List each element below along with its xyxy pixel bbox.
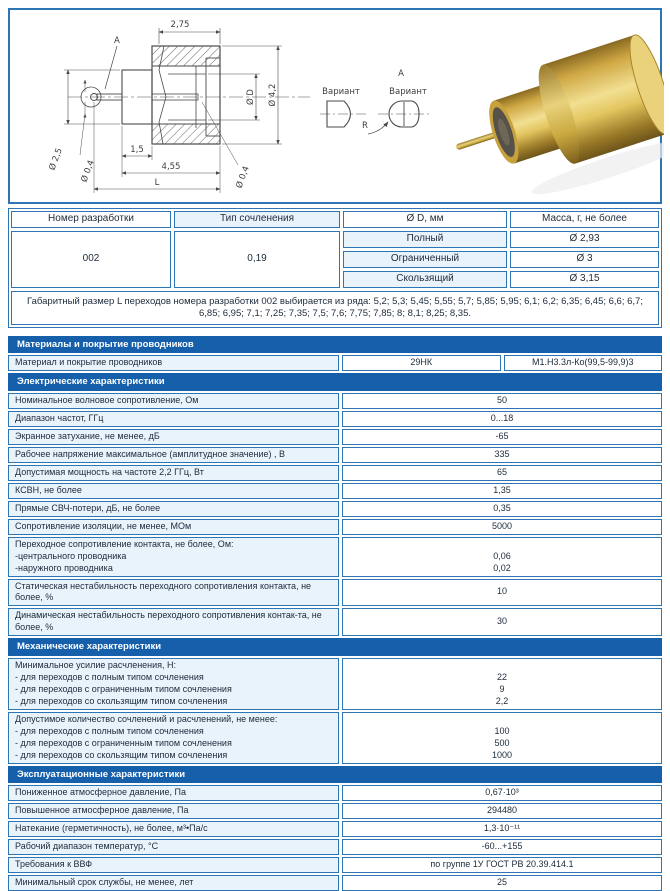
drawing-panel [8,8,662,204]
connector-section-view [64,28,310,193]
spec-length-note: Габаритный размер L переходов номера разработки 002 выбирается из ряда: 5,2; 5,3; 5,45; 5,55; 5,7; 5,85; 5,95; 6,1; 6,2; 6,35; 6,45; 6,6; 6,7; 6,85; 6,95; 7,1; 7,25; 7,35; 7,5; 7,6; 7,75; 7,85; 8; 8,1; 8,25; 8,35. [11,291,659,325]
dim-label-body-len: 4,55 [161,162,181,172]
row-value: -60...+155 [342,839,662,855]
row-label: Допустимая мощность на частоте 2,2 ГГц, Вт [8,465,339,481]
spec-mass-value: 0,19 [174,231,340,288]
dim-label-pin-right: Ø 0,4 [234,164,252,190]
connector-photo [440,31,664,200]
table-row [8,411,662,427]
table-row [8,803,662,819]
row-value: 0,67·10³ [342,785,662,801]
technical-drawing [10,10,664,200]
row-value: 29НК [342,355,501,371]
row-label: Экранное затухание, не менее, дБ [8,429,339,445]
table-row [8,857,662,873]
row-value: 50 [342,393,662,409]
row-label: Рабочее напряжение максимальное (амплитудное значение) , В [8,447,339,463]
table-row [8,839,662,855]
table-row [8,501,662,517]
row-value: 294480 [342,803,662,819]
table-row [8,785,662,801]
row-value: 10 [342,579,662,607]
row-label: Рабочий диапазон температур, °С [8,839,339,855]
spec-table [8,208,662,328]
row-value: 1,3·10⁻¹¹ [342,821,662,837]
table-row [8,447,662,463]
dim-label-left-outer: Ø 2,5 [47,146,65,172]
row-label: Материал и покрытие проводников [8,355,339,371]
row-label: Требования к ВВФ [8,857,339,873]
row-label: Динамическая нестабильность переходного сопротивления контак-та, не более, % [8,608,339,636]
table-row [8,483,662,499]
table-row [8,355,662,371]
table-row-disengage-force [8,658,662,710]
row-label: Повышенное атмосферное давление, Па [8,803,339,819]
dim-label-outer: Ø 4,2 [268,83,278,107]
row-label: Натекание (герметичность), не более, м³•Па/с [8,821,339,837]
row-value: 5000 [342,519,662,535]
row-label: Сопротивление изоляции, не менее, МОм [8,519,339,535]
variant-view-a-label: A [398,69,404,79]
row-value: по группе 1У ГОСТ РВ 20.39.414.1 [342,857,662,873]
section-header-electrical: Электрические характеристики [8,373,662,390]
spec-header-diameter: Ø D, мм [343,211,507,228]
row-label: КСВН, не более [8,483,339,499]
row-value: 0...18 [342,411,662,427]
spec-type-cell: Скользящий [343,271,507,288]
section-header-materials: Материалы и покрытие проводников [8,336,662,353]
row-label: Диапазон частот, ГГц [8,411,339,427]
row-value: 30 [342,608,662,636]
row-value: 65 [342,465,662,481]
dim-label-bore: Ø D [246,89,256,105]
table-row [8,465,662,481]
table-row [8,579,662,607]
table-row [8,875,662,891]
row-value: -65 [342,429,662,445]
table-row-mating-cycles [8,712,662,764]
spec-header-mass: Масса, г, не более [510,211,659,228]
table-row [8,519,662,535]
variant2-label: Вариант [389,87,427,97]
spec-diameter-cell: Ø 3,15 [510,271,659,288]
row-label: Минимальное усилие расчленения, Н: - для переходов с полным типом сочленения - для переходов с ограниченным типом сочленения - для переходов со скользящим типом сочленения [8,658,339,710]
dim-label-275: 2,75 [170,20,190,30]
table-row [8,393,662,409]
variant-views [320,69,430,134]
table-row [8,429,662,445]
row-value: 22 9 2,2 [342,658,662,710]
spec-diameter-cell: Ø 2,93 [510,231,659,248]
row-value: 1,35 [342,483,662,499]
table-row-contact-resistance [8,537,662,577]
row-value: 335 [342,447,662,463]
spec-header-dev: Номер разработки [11,211,171,228]
table-row [8,608,662,636]
dim-label-total-len: L [154,178,160,188]
row-value: М1.Н3.3л-Ко(99,5-99,9)3 [504,355,663,371]
row-label: Прямые СВЧ-потери, дБ, не более [8,501,339,517]
row-value: 25 [342,875,662,891]
section-header-operational: Эксплуатационные характеристики [8,766,662,783]
row-label: Номинальное волновое сопротивление, Ом [8,393,339,409]
row-label: Статическая нестабильность переходного сопротивления контакта, не более, % [8,579,339,607]
row-label: Допустимое количество сочленений и расчленений, не менее: - для переходов с полным типом сочленения - для переходов с ограниченным типом сочленения - для переходов со скользящим типом сочленения [8,712,339,764]
row-value: 100 500 1000 [342,712,662,764]
spec-type-cell: Ограниченный [343,251,507,268]
row-value: 0,06 0,02 [342,537,662,577]
row-label: Пониженное атмосферное давление, Па [8,785,339,801]
row-value: 0,35 [342,501,662,517]
section-header-mechanical: Механические характеристики [8,638,662,655]
spec-dev-number: 002 [11,231,171,288]
dim-label-pin-left: Ø 0,4 [79,158,97,184]
spec-type-cell: Полный [343,231,507,248]
radius-label: R [362,121,368,131]
dim-label-view-a: A [114,36,120,46]
variant1-label: Вариант [322,87,360,97]
spec-header-type: Тип сочленения [174,211,340,228]
dim-label-flange: 1,5 [130,145,144,155]
table-row [8,821,662,837]
spec-diameter-cell: Ø 3 [510,251,659,268]
row-label: Переходное сопротивление контакта, не более, Ом: -центрального проводника -наружного проводника [8,537,339,577]
row-label: Минимальный срок службы, не менее, лет [8,875,339,891]
characteristics-table [8,336,662,891]
